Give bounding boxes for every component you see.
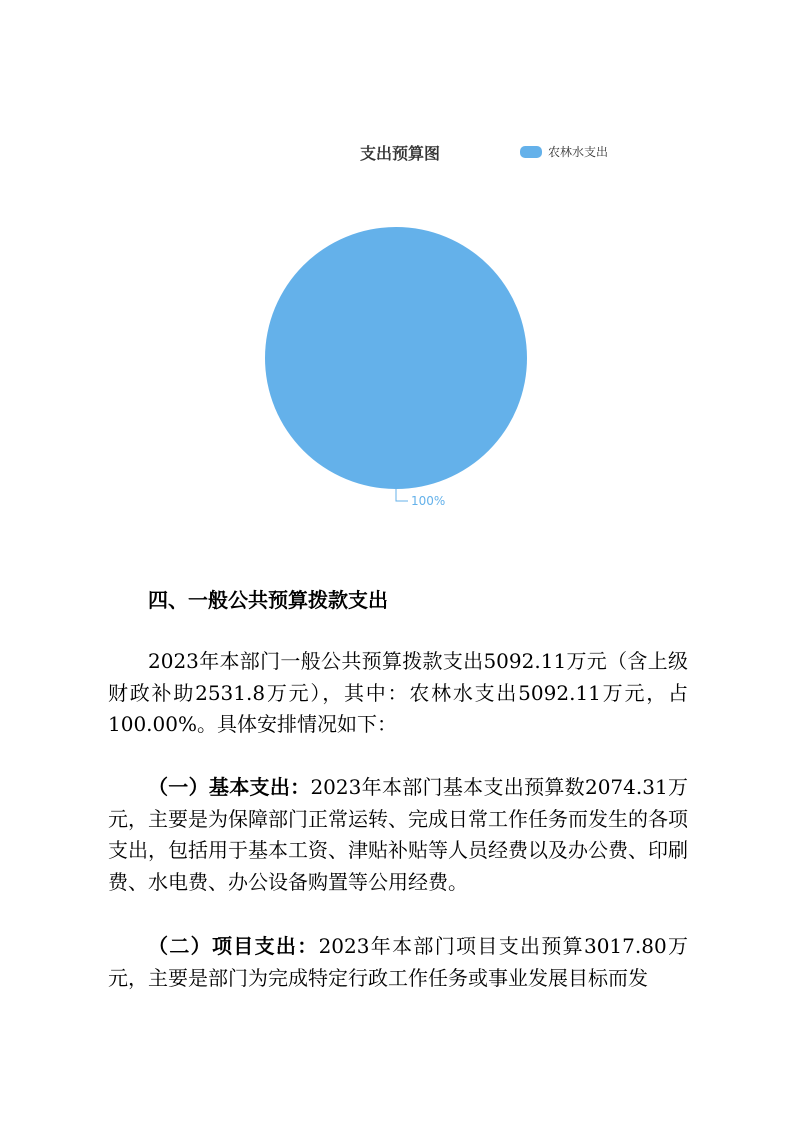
project-expenditure-paragraph <box>108 931 688 994</box>
legend-label: 农林水支出 <box>548 145 609 159</box>
intro-paragraph <box>108 646 688 741</box>
project-expenditure-text: 2023年本部门项目支出预算3017.80万元，主要是部门为完成特定行政工作任务或事业发展目标而发 <box>108 934 689 990</box>
chart-title: 支出预算图 <box>359 144 440 163</box>
pie-data-label-0: 100% <box>411 494 446 508</box>
basic-expenditure-text: 2023年本部门基本支出预算数2074.31万元，主要是为保障部门正常运转、完成日常工作任务而发生的各项支出，包括用于基本工资、津贴补贴等人员经费以及办公费、印刷费、水电费、办公设备购置等公用经费。 <box>108 775 688 894</box>
pie-slice-0 <box>265 227 527 489</box>
legend-swatch <box>520 146 542 158</box>
project-expenditure-label: （二）项目支出： <box>148 934 319 958</box>
pie-leader-line-0 <box>396 489 408 501</box>
section-heading: 四、一般公共预算拨款支出 <box>148 588 388 612</box>
basic-expenditure-paragraph <box>108 772 688 898</box>
chart-legend <box>520 143 608 160</box>
intro-text: 2023年本部门一般公共预算拨款支出5092.11万元（含上级财政补助2531.8万元），其中：农林水支出5092.11万元，占100.00%。具体安排情况如下： <box>108 649 688 736</box>
basic-expenditure-label: （一）基本支出： <box>148 775 311 799</box>
pie-chart <box>240 210 560 520</box>
